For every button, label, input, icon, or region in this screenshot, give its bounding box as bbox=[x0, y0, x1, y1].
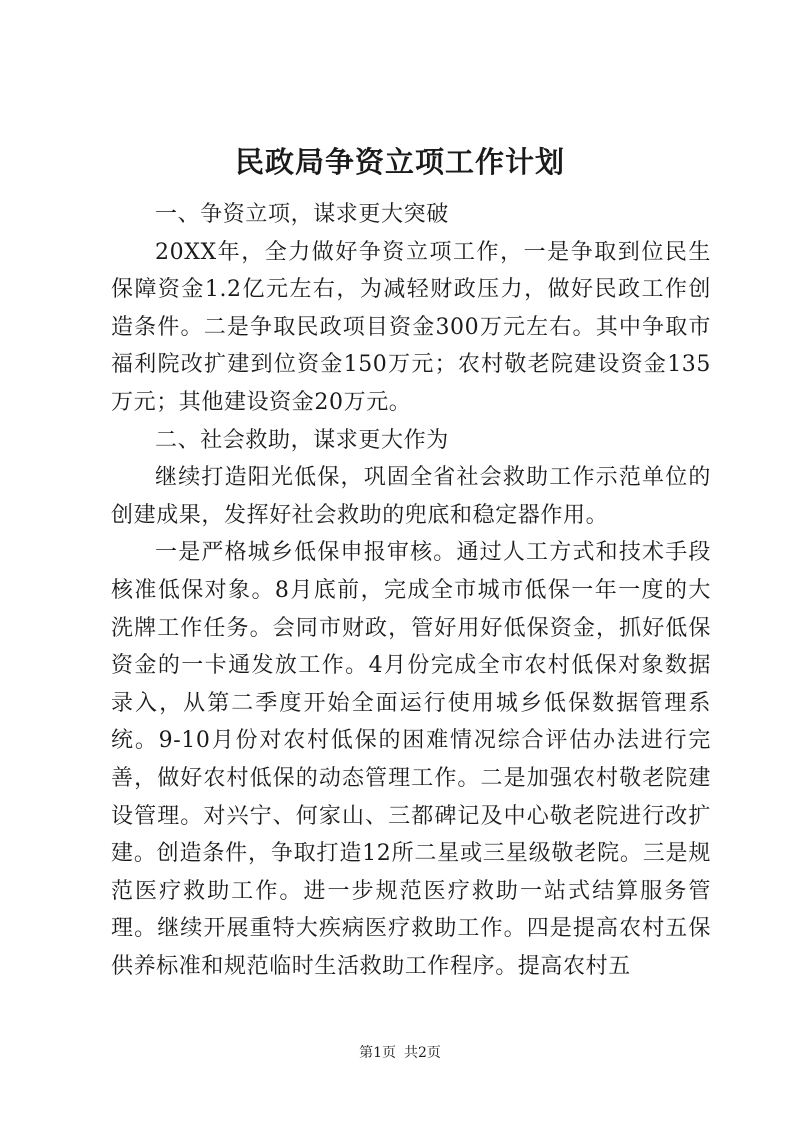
document-title: 民政局争资立项工作计划 bbox=[234, 145, 565, 179]
document-body bbox=[111, 196, 711, 985]
paragraph-social-assistance: 继续打造阳光低保，巩固全省社会救助工作示范单位的创建成果，发挥好社会救助的兜底和稳定器作用。 bbox=[111, 465, 711, 528]
page-total: 共2页 bbox=[404, 1045, 441, 1061]
paragraph-measures: 一是严格城乡低保申报审核。通过人工方式和技术手段核准低保对象。8月底前，完成全市城市低保一年一度的大洗牌工作任务。会同市财政，管好用好低保资金，抓好低保资金的一卡通发放工作。4月份完成全市农村低保对象数据录入，从第二季度开始全面运行使用城乡低保数据管理系统。9-10月份对农村低保的困难情况综合评估办法进行完善，做好农村低保的动态管理工作。二是加强农村敬老院建设管理。对兴宁、何家山、三都碑记及中心敬老院进行改扩建。创造条件，争取打造12所二星或三星级敬老院。三是规范医疗救助工作。进一步规范医疗救助一站式结算服务管理。继续开展重特大疾病医疗救助工作。四是提高农村五保供养标准和规范临时生活救助工作程序。提高农村五 bbox=[111, 540, 711, 979]
section-heading-1: 一、争资立项，谋求更大突破 bbox=[155, 202, 449, 227]
paragraph-funding: 20XX年，全力做好争资立项工作，一是争取到位民生保障资金1.2亿元左右，为减轻财政压力，做好民政工作创造条件。二是争取民政项目资金300万元左右。其中争取市福利院改扩建到位资金150万元；农村敬老院建设资金135万元；其他建设资金20万元。 bbox=[111, 239, 711, 415]
page-number: 第1页 bbox=[359, 1045, 396, 1061]
section-heading-2: 二、社会救助，谋求更大作为 bbox=[155, 427, 449, 453]
page-footer bbox=[0, 1043, 800, 1063]
